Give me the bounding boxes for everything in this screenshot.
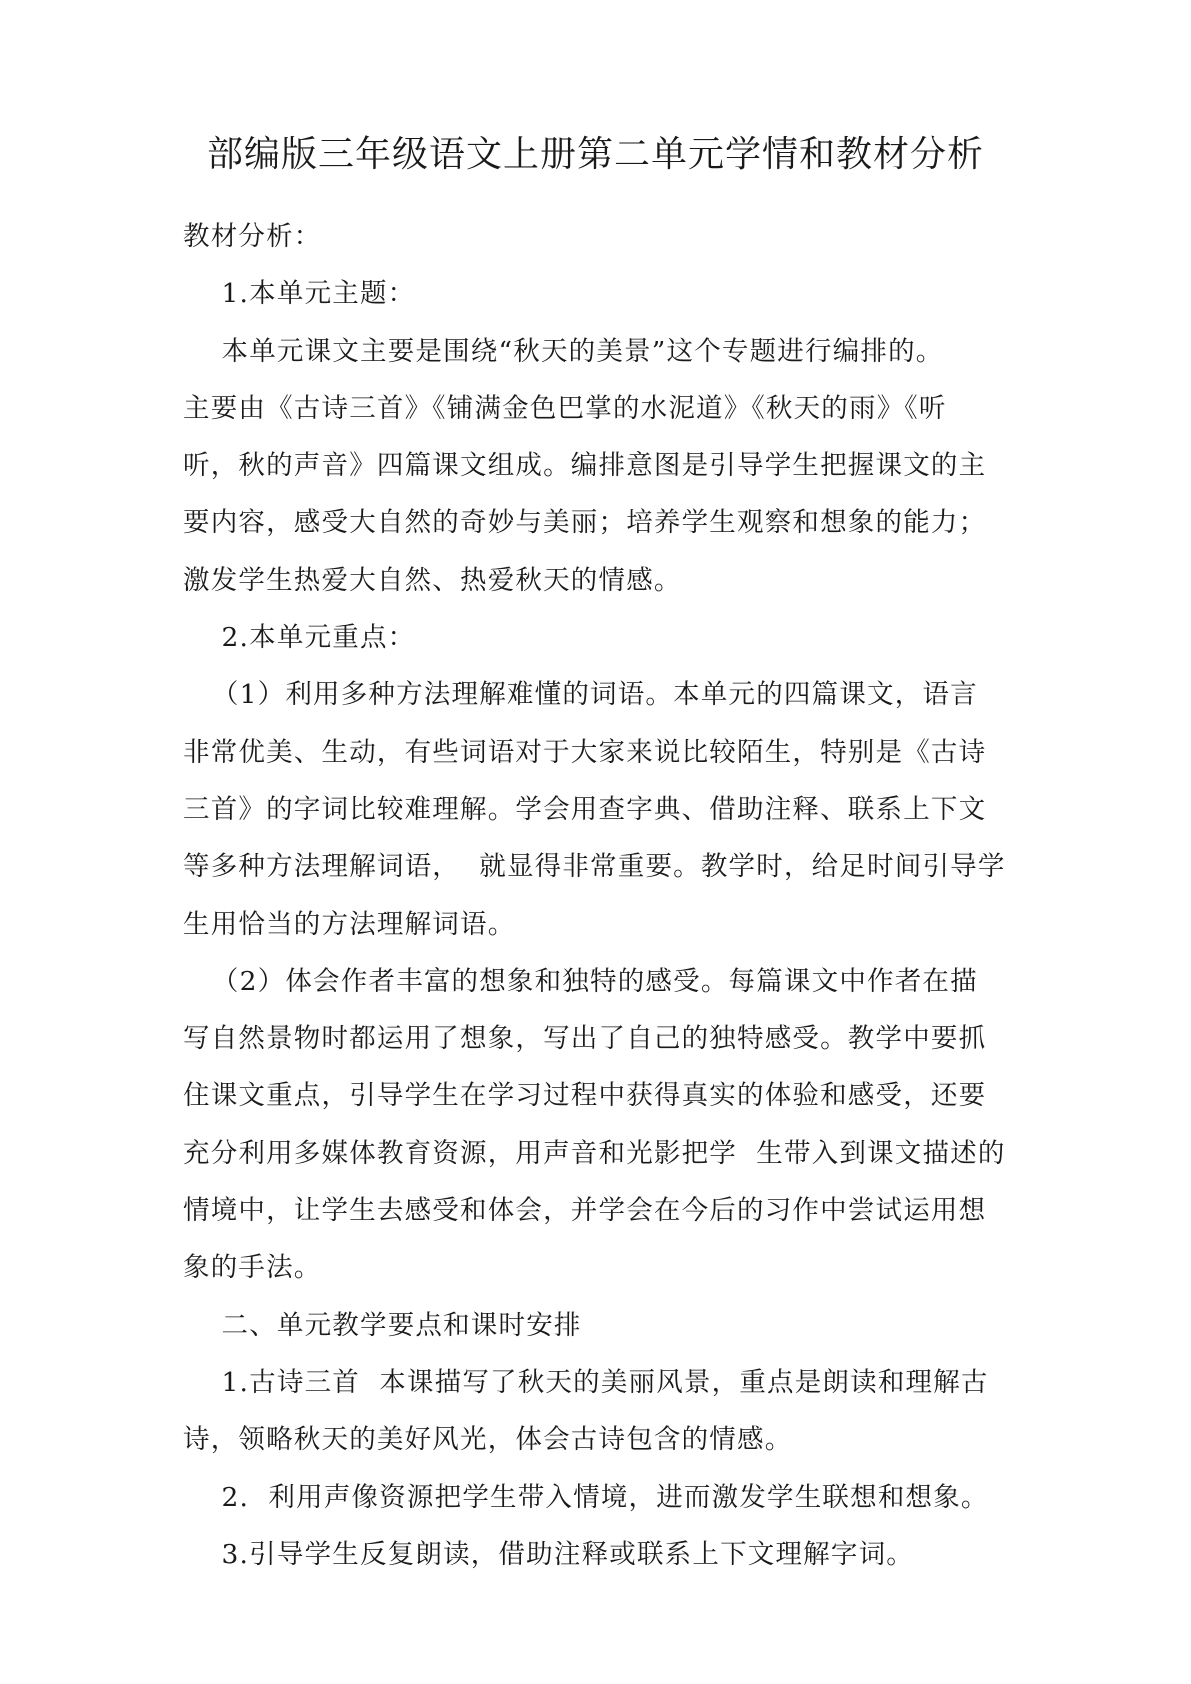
document-body <box>183 208 1015 1583</box>
subheading-unit-key-points: 2.本单元重点： <box>183 622 416 654</box>
paragraph-line: 住课文重点，引导学生在学习过程中获得真实的体验和感受，还要 <box>183 1080 987 1112</box>
paragraph-line: 非常优美、生动，有些词语对于大家来说比较陌生，特别是《古诗 <box>183 736 987 768</box>
paragraph-line: 诗，领略秋天的美好风光，体会古诗包含的情感。 <box>183 1424 793 1456</box>
paragraph-line: 等多种方法理解词语， 就显得非常重要。教学时，给足时间引导学 <box>183 851 1006 883</box>
paragraph-line: 三首》的字词比较难理解。学会用查字典、借助注释、联系上下文 <box>183 793 987 825</box>
paragraph-line: 要内容，感受大自然的奇妙与美丽；培养学生观察和想象的能力； <box>183 507 987 539</box>
paragraph-line: 生用恰当的方法理解词语。 <box>183 908 516 940</box>
section-heading-teaching-points: 二、单元教学要点和课时安排 <box>183 1309 582 1341</box>
paragraph-line: 象的手法。 <box>183 1252 322 1284</box>
document-title: 部编版三年级语文上册第二单元学情和教材分析 <box>206 134 984 175</box>
paragraph-line: 1.古诗三首 本课描写了秋天的美丽风景，重点是朗读和理解古 <box>183 1366 989 1398</box>
section-heading-teaching-material-analysis: 教材分析： <box>183 221 322 252</box>
paragraph-line: 情境中，让学生去感受和体会，并学会在今后的习作中尝试运用想 <box>183 1195 987 1227</box>
subheading-unit-theme: 1.本单元主题： <box>183 278 416 310</box>
paragraph-line: 激发学生热爱大自然、热爱秋天的情感。 <box>183 564 682 596</box>
paragraph-line: 本单元课文主要是围绕“秋天的美景”这个专题进行编排的。 <box>183 335 944 367</box>
paragraph-line: 主要由《古诗三首》《铺满金色巴掌的水泥道》《秋天的雨》《听 <box>183 392 947 424</box>
paragraph-line: 写自然景物时都运用了想象，写出了自己的独特感受。教学中要抓 <box>183 1023 987 1055</box>
paragraph-line: 3.引导学生反复朗读，借助注释或联系上下文理解字词。 <box>183 1538 914 1570</box>
paragraph-line: （2）体会作者丰富的想象和独特的感受。每篇课文中作者在描 <box>183 965 978 997</box>
paragraph-line: （1）利用多种方法理解难懂的词语。本单元的四篇课文，语言 <box>183 679 978 711</box>
paragraph-line: 听，秋的声音》四篇课文组成。编排意图是引导学生把握课文的主 <box>183 450 987 482</box>
paragraph-line: 充分利用多媒体教育资源，用声音和光影把学 生带入到课文描述的 <box>183 1137 1006 1169</box>
paragraph-line: 2. 利用声像资源把学生带入情境，进而激发学生联想和想象。 <box>183 1481 989 1513</box>
